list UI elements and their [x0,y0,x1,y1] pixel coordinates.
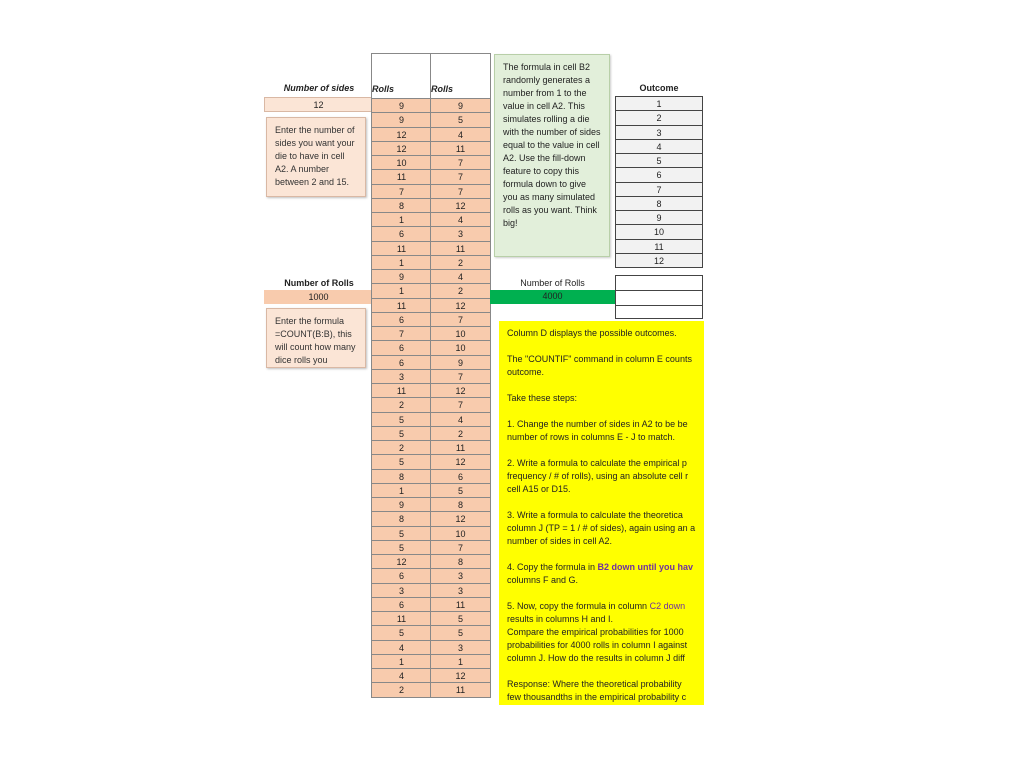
roll-b-cell[interactable]: 12 [372,555,431,569]
outcome-cell[interactable]: 10 [615,225,703,239]
outcome-cell[interactable]: 7 [615,183,703,197]
roll-b-cell[interactable]: 11 [372,612,431,626]
outcome-cell[interactable]: 9 [615,211,703,225]
roll-b-cell[interactable]: 4 [372,641,431,655]
rolls-note: Enter the formula =COUNT(B:B), this will count how many dice rolls you [266,308,366,368]
roll-c-cell[interactable]: 12 [431,512,490,526]
instr-p8d: probabilities for 4000 rolls in column I against [507,640,688,650]
outcome-cell[interactable]: 5 [615,154,703,168]
instr-p7-highlight: B2 down until you hav [597,562,694,572]
roll-b-cell[interactable]: 11 [372,299,431,313]
instr-p8-highlight: C2 down [649,601,686,611]
roll-b-cell[interactable]: 5 [372,541,431,555]
rolls-header-c: Rolls [431,53,490,99]
instr-p7a: 4. Copy the formula in [507,562,598,572]
roll-c-cell[interactable]: 7 [431,185,490,199]
rolls-d-label: Number of Rolls [520,278,585,288]
instr-p3: Take these steps: [507,393,578,403]
roll-c-cell[interactable]: 7 [431,156,490,170]
instructions-box [499,321,704,705]
instr-p7b: columns F and G. [507,575,579,585]
outcome-cell[interactable]: 6 [615,168,703,182]
instr-p2b: outcome. [507,367,545,377]
roll-b-cell[interactable]: 5 [372,413,431,427]
roll-b-cell[interactable]: 6 [372,356,431,370]
roll-b-cell[interactable]: 5 [372,527,431,541]
roll-b-cell[interactable]: 1 [372,284,431,298]
roll-b-cell[interactable]: 6 [372,341,431,355]
rolls-d-cell[interactable]: 4000 [490,290,615,304]
roll-b-cell[interactable]: 3 [372,584,431,598]
instr-p6c: number of sides in cell A2. [507,536,613,546]
roll-b-cell[interactable]: 2 [372,398,431,412]
roll-b-cell[interactable]: 10 [372,156,431,170]
roll-b-cell[interactable]: 4 [372,669,431,683]
instr-p6a: 3. Write a formula to calculate the theoretica [507,510,683,520]
roll-b-cell[interactable]: 1 [372,256,431,270]
instr-p5a: 2. Write a formula to calculate the empirical p [507,458,687,468]
roll-c-cell[interactable]: 11 [431,683,490,697]
roll-c-cell[interactable]: 12 [431,199,490,213]
instr-p8a: 5. Now, copy the formula in column [507,601,650,611]
roll-b-cell[interactable]: 9 [372,498,431,512]
roll-c-cell[interactable]: 2 [431,284,490,298]
instr-p8c: Compare the empirical probabilities for 1000 [507,627,684,637]
rolls-header-b: Rolls [372,53,431,99]
roll-b-cell[interactable]: 1 [372,213,431,227]
roll-c-cell[interactable]: 3 [431,641,490,655]
instr-p4b: number of rows in columns E - J to match. [507,432,676,442]
roll-c-cell[interactable]: 5 [431,626,490,640]
instr-p9a: Response: Where the theoretical probability [507,679,682,689]
rolls-count-cell[interactable]: 1000 [264,290,373,304]
rolls-column-b [371,53,432,698]
roll-b-cell[interactable]: 2 [372,683,431,697]
instr-p9b: few thousandths in the empirical probability c [507,692,687,702]
instr-p8b: results in columns H and I. [507,614,614,624]
sides-input[interactable]: 12 [264,97,373,112]
instr-p5b: frequency / # of rolls), using an absolute cell r [507,471,689,481]
roll-b-cell[interactable]: 9 [372,270,431,284]
roll-c-cell[interactable]: 7 [431,370,490,384]
roll-b-cell[interactable]: 11 [372,170,431,184]
roll-c-cell[interactable]: 11 [431,441,490,455]
roll-c-cell[interactable]: 12 [431,455,490,469]
roll-b-cell[interactable]: 11 [372,242,431,256]
roll-b-cell[interactable]: 6 [372,598,431,612]
roll-b-cell[interactable]: 2 [372,441,431,455]
outcome-column [615,96,703,268]
instr-p4a: 1. Change the number of sides in A2 to be be [507,419,688,429]
roll-c-cell[interactable]: 9 [431,356,490,370]
roll-c-cell[interactable]: 12 [431,384,490,398]
sides-note: Enter the number of sides you want your die to have in cell A2. A number between 2 and 15. [266,117,366,197]
roll-b-cell[interactable]: 6 [372,569,431,583]
roll-c-cell[interactable]: 4 [431,213,490,227]
roll-c-cell[interactable]: 7 [431,398,490,412]
roll-c-cell[interactable]: 5 [431,612,490,626]
outcome-cell[interactable]: 1 [615,97,703,111]
roll-b-cell[interactable]: 8 [372,512,431,526]
outcome-empty-cells [615,275,703,319]
roll-c-cell[interactable]: 10 [431,327,490,341]
roll-b-cell[interactable]: 9 [372,113,431,127]
roll-c-cell[interactable]: 2 [431,427,490,441]
roll-b-cell[interactable]: 8 [372,199,431,213]
roll-c-cell[interactable]: 8 [431,555,490,569]
roll-b-cell[interactable]: 6 [372,313,431,327]
roll-b-cell[interactable]: 9 [372,99,431,113]
roll-c-cell[interactable]: 5 [431,484,490,498]
roll-c-cell[interactable]: 3 [431,584,490,598]
roll-b-cell[interactable]: 7 [372,327,431,341]
roll-c-cell[interactable]: 4 [431,128,490,142]
outcome-cell[interactable]: 11 [615,240,703,254]
roll-c-cell[interactable]: 4 [431,270,490,284]
roll-c-cell[interactable]: 9 [431,99,490,113]
roll-c-cell[interactable]: 11 [431,598,490,612]
roll-b-cell[interactable]: 5 [372,455,431,469]
roll-b-cell[interactable]: 12 [372,128,431,142]
roll-c-cell[interactable]: 5 [431,113,490,127]
roll-b-cell[interactable]: 3 [372,370,431,384]
rolls-column-c [430,53,491,698]
roll-b-cell[interactable]: 5 [372,427,431,441]
roll-c-cell[interactable]: 11 [431,242,490,256]
outcome-cell[interactable]: 2 [615,111,703,125]
outcome-header: Outcome [639,83,679,93]
roll-c-cell[interactable]: 10 [431,527,490,541]
roll-c-cell[interactable]: 12 [431,299,490,313]
outcome-cell[interactable]: 8 [615,197,703,211]
roll-c-cell[interactable]: 6 [431,470,490,484]
roll-c-cell[interactable]: 10 [431,341,490,355]
instr-p2a: The "COUNTIF" command in column E counts [507,354,692,364]
roll-c-cell[interactable]: 11 [431,142,490,156]
outcome-cell[interactable]: 12 [615,254,703,268]
roll-c-cell[interactable]: 1 [431,655,490,669]
roll-c-cell[interactable]: 4 [431,413,490,427]
roll-b-cell[interactable]: 7 [372,185,431,199]
roll-b-cell[interactable]: 1 [372,484,431,498]
roll-c-cell[interactable]: 7 [431,313,490,327]
roll-c-cell[interactable]: 3 [431,569,490,583]
roll-c-cell[interactable]: 7 [431,541,490,555]
roll-c-cell[interactable]: 12 [431,669,490,683]
roll-b-cell[interactable]: 1 [372,655,431,669]
roll-b-cell[interactable]: 5 [372,626,431,640]
roll-b-cell[interactable]: 6 [372,227,431,241]
roll-c-cell[interactable]: 3 [431,227,490,241]
instr-p1: Column D displays the possible outcomes. [507,328,677,338]
sides-header: Number of sides [283,83,355,93]
rolls-header: Number of Rolls [284,278,354,288]
roll-b-cell[interactable]: 12 [372,142,431,156]
roll-c-cell[interactable]: 2 [431,256,490,270]
formula-note: The formula in cell B2 randomly generates a number from 1 to the value in cell A2. This simulates rolling a die with the number of sides equal to the value in cell A2. Use the fill-down feature to copy this formula down to give you as many simulated rolls as you want. Think big! [494,54,610,257]
outcome-cell[interactable]: 3 [615,126,703,140]
instr-p5c: cell A15 or D15. [507,484,571,494]
roll-c-cell[interactable]: 8 [431,498,490,512]
instr-p6b: column J (TP = 1 / # of sides), again using an a [507,523,696,533]
roll-b-cell[interactable]: 11 [372,384,431,398]
roll-c-cell[interactable]: 7 [431,170,490,184]
roll-b-cell[interactable]: 8 [372,470,431,484]
instr-p8e: column J. How do the results in column J diff [507,653,685,663]
outcome-cell[interactable]: 4 [615,140,703,154]
